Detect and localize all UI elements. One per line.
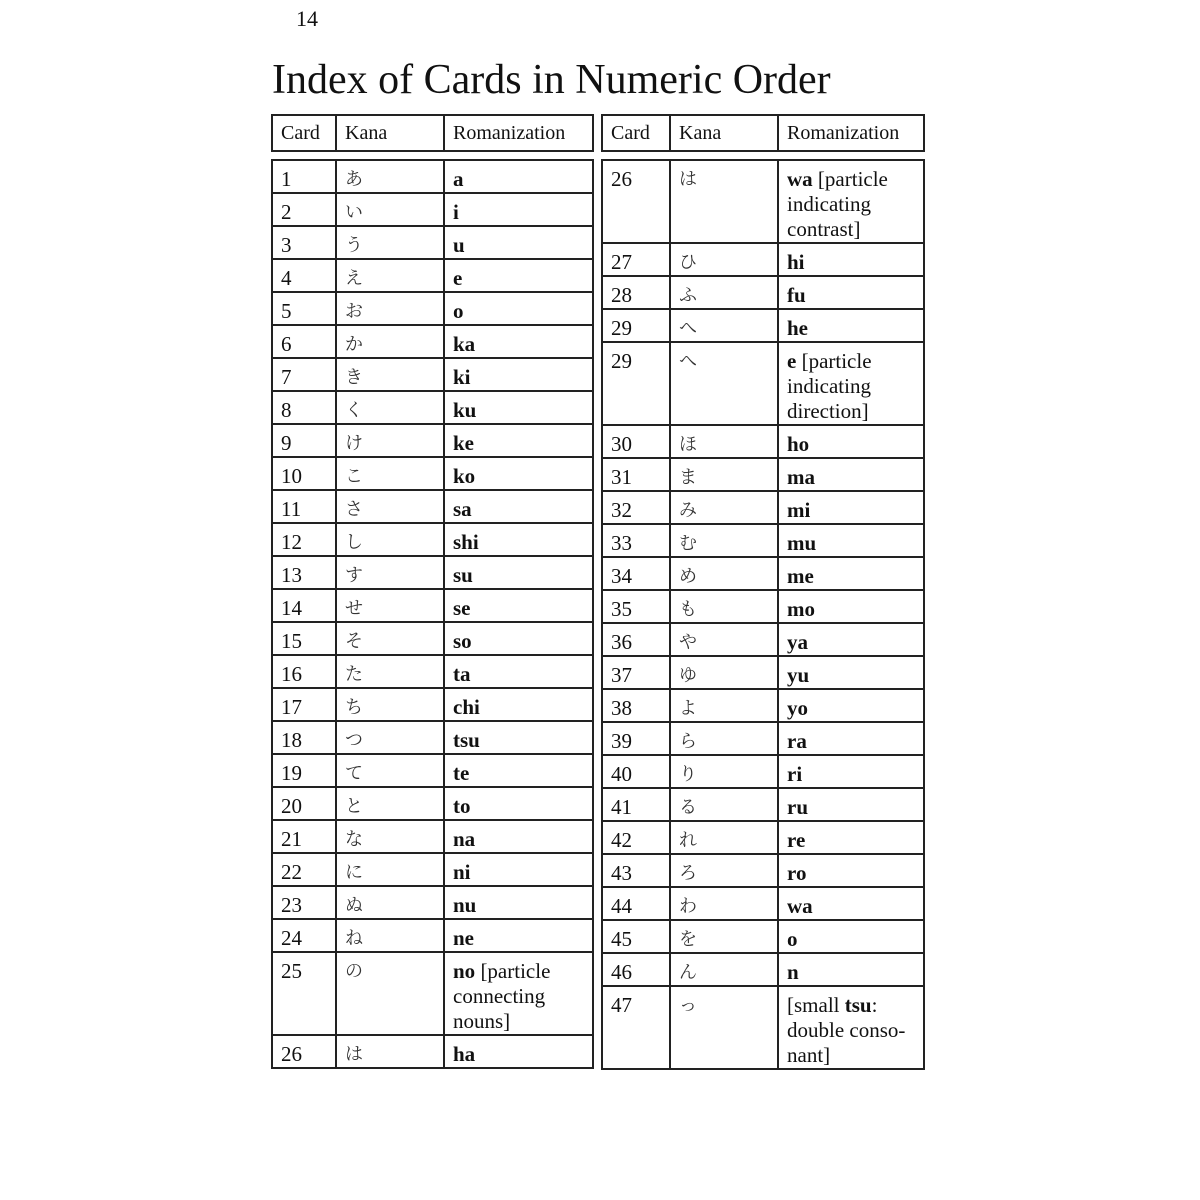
kana-cell: ん	[670, 953, 778, 986]
romanization-cell	[444, 655, 593, 688]
header-kana: Kana	[670, 115, 778, 151]
romanization-text: ya	[787, 630, 808, 654]
romanization-text: tsu	[844, 993, 872, 1017]
table-row	[602, 722, 924, 755]
romanization-text: nu	[453, 893, 477, 917]
romanization-cell	[778, 920, 924, 953]
romanization-text: mo	[787, 597, 815, 621]
card-number: 46	[602, 953, 670, 986]
romanization-text: [particle indicating direction]	[787, 349, 872, 423]
romanization-text: su	[453, 563, 473, 587]
right-table-body	[601, 159, 925, 1070]
romanization-text: ki	[453, 365, 471, 389]
kana-cell: め	[670, 557, 778, 590]
table-row	[602, 689, 924, 722]
romanization-cell	[778, 309, 924, 342]
romanization-cell	[444, 325, 593, 358]
table-row	[272, 820, 593, 853]
romanization-text: [particle indicating contrast]	[787, 167, 888, 241]
left-table-body	[271, 159, 594, 1069]
romanization-text: e	[787, 349, 797, 373]
romanization-text: se	[453, 596, 471, 620]
kana-cell: か	[336, 325, 444, 358]
kana-cell: う	[336, 226, 444, 259]
kana-cell: れ	[670, 821, 778, 854]
romanization-text: mi	[787, 498, 811, 522]
romanization-text: yo	[787, 696, 808, 720]
table-row	[602, 524, 924, 557]
table-row	[602, 755, 924, 788]
romanization-cell	[778, 755, 924, 788]
table-row	[272, 556, 593, 589]
romanization-cell	[778, 590, 924, 623]
romanization-text: ne	[453, 926, 474, 950]
romanization-text: no	[453, 959, 476, 983]
romanization-cell	[444, 1035, 593, 1068]
kana-cell: へ	[670, 342, 778, 425]
kana-cell: ぬ	[336, 886, 444, 919]
card-number: 40	[602, 755, 670, 788]
romanization-text: ka	[453, 332, 476, 356]
romanization-text: to	[453, 794, 471, 818]
romanization-cell	[778, 524, 924, 557]
romanization-text: [small	[787, 993, 845, 1017]
card-number: 42	[602, 821, 670, 854]
kana-cell: へ	[670, 309, 778, 342]
page-title: Index of Cards in Numeric Order	[272, 57, 831, 103]
romanization-text: e	[453, 266, 463, 290]
romanization-cell	[444, 193, 593, 226]
card-number: 35	[602, 590, 670, 623]
romanization-cell	[444, 556, 593, 589]
romanization-text: mu	[787, 531, 817, 555]
romanization-text: o	[453, 299, 464, 323]
romanization-cell	[444, 160, 593, 193]
header-card: Card	[602, 115, 670, 151]
romanization-text: ke	[453, 431, 474, 455]
romanization-cell	[444, 952, 593, 1035]
table-row	[272, 919, 593, 952]
romanization-text: ko	[453, 464, 476, 488]
kana-cell: ろ	[670, 854, 778, 887]
kana-cell: ね	[336, 919, 444, 952]
romanization-text: so	[453, 629, 472, 653]
romanization-cell	[778, 656, 924, 689]
table-row	[272, 160, 593, 193]
table-row	[602, 276, 924, 309]
kana-cell: ま	[670, 458, 778, 491]
table-row	[272, 622, 593, 655]
romanization-cell	[444, 787, 593, 820]
table-row	[602, 953, 924, 986]
romanization-text: ra	[787, 729, 807, 753]
card-number: 26	[602, 160, 670, 243]
header-romanization: Romanization	[444, 115, 593, 151]
romanization-cell	[778, 623, 924, 656]
table-row	[602, 243, 924, 276]
table-row	[602, 623, 924, 656]
romanization-cell	[778, 160, 924, 243]
romanization-text: ku	[453, 398, 477, 422]
card-number: 1	[272, 160, 336, 193]
romanization-text: n	[787, 960, 799, 984]
kana-cell: た	[336, 655, 444, 688]
page-number: 14	[296, 6, 318, 31]
table-row	[272, 952, 593, 1035]
card-number: 18	[272, 721, 336, 754]
kana-cell: や	[670, 623, 778, 656]
header-card: Card	[272, 115, 336, 151]
table-row	[602, 458, 924, 491]
kana-cell: き	[336, 358, 444, 391]
romanization-text: u	[453, 233, 465, 257]
table-row	[272, 457, 593, 490]
romanization-cell	[778, 491, 924, 524]
kana-cell: け	[336, 424, 444, 457]
romanization-cell	[444, 490, 593, 523]
card-number: 8	[272, 391, 336, 424]
romanization-cell	[444, 820, 593, 853]
romanization-text: hi	[787, 250, 805, 274]
kana-cell: む	[670, 524, 778, 557]
kana-cell: さ	[336, 490, 444, 523]
kana-cell: る	[670, 788, 778, 821]
romanization-cell	[778, 557, 924, 590]
table-row	[272, 688, 593, 721]
romanization-text: sa	[453, 497, 472, 521]
kana-cell: ふ	[670, 276, 778, 309]
romanization-text: ha	[453, 1042, 476, 1066]
table-row	[602, 425, 924, 458]
romanization-cell	[778, 276, 924, 309]
kana-cell: そ	[336, 622, 444, 655]
table-row	[272, 1035, 593, 1068]
romanization-cell	[778, 821, 924, 854]
romanization-cell	[444, 391, 593, 424]
romanization-text: a	[453, 167, 464, 191]
card-number: 25	[272, 952, 336, 1035]
card-number: 20	[272, 787, 336, 820]
card-number: 24	[272, 919, 336, 952]
romanization-text: ro	[787, 861, 807, 885]
right-table	[601, 114, 925, 1070]
kana-cell: は	[670, 160, 778, 243]
table-row	[272, 754, 593, 787]
kana-cell: お	[336, 292, 444, 325]
card-number: 38	[602, 689, 670, 722]
romanization-text: re	[787, 828, 806, 852]
romanization-cell	[444, 424, 593, 457]
card-number: 11	[272, 490, 336, 523]
romanization-cell	[778, 986, 924, 1069]
card-number: 15	[272, 622, 336, 655]
kana-cell: み	[670, 491, 778, 524]
header-kana: Kana	[336, 115, 444, 151]
card-number: 34	[602, 557, 670, 590]
romanization-cell	[444, 259, 593, 292]
table-row	[272, 490, 593, 523]
table-row	[602, 309, 924, 342]
romanization-text: wa	[787, 167, 813, 191]
kana-cell: の	[336, 952, 444, 1035]
romanization-text: he	[787, 316, 808, 340]
table-row	[602, 986, 924, 1069]
table-row	[272, 193, 593, 226]
card-number: 23	[272, 886, 336, 919]
kana-cell: を	[670, 920, 778, 953]
romanization-cell	[778, 458, 924, 491]
romanization-cell	[778, 425, 924, 458]
table-row	[602, 854, 924, 887]
card-number: 19	[272, 754, 336, 787]
card-number: 45	[602, 920, 670, 953]
kana-cell: ら	[670, 722, 778, 755]
card-number: 26	[272, 1035, 336, 1068]
table-row	[602, 491, 924, 524]
romanization-cell	[444, 523, 593, 556]
romanization-cell	[444, 457, 593, 490]
kana-cell: ほ	[670, 425, 778, 458]
romanization-cell	[778, 689, 924, 722]
kana-cell: り	[670, 755, 778, 788]
table-row	[602, 557, 924, 590]
table-row	[602, 821, 924, 854]
romanization-text: me	[787, 564, 814, 588]
table-row	[272, 523, 593, 556]
card-number: 7	[272, 358, 336, 391]
card-number: 6	[272, 325, 336, 358]
kana-cell: ひ	[670, 243, 778, 276]
table-row	[272, 853, 593, 886]
card-number: 16	[272, 655, 336, 688]
romanization-text: [particle connecting nouns]	[453, 959, 551, 1033]
table-row	[272, 292, 593, 325]
romanization-text: ho	[787, 432, 810, 456]
romanization-cell	[778, 243, 924, 276]
table-row	[272, 655, 593, 688]
card-number: 12	[272, 523, 336, 556]
header-romanization: Romanization	[778, 115, 924, 151]
romanization-cell	[444, 721, 593, 754]
kana-cell: に	[336, 853, 444, 886]
card-number: 36	[602, 623, 670, 656]
romanization-cell	[778, 887, 924, 920]
card-number: 10	[272, 457, 336, 490]
romanization-text: o	[787, 927, 798, 951]
kana-cell: な	[336, 820, 444, 853]
card-number: 3	[272, 226, 336, 259]
table-row	[272, 886, 593, 919]
card-number: 47	[602, 986, 670, 1069]
kana-cell: ち	[336, 688, 444, 721]
table-row	[602, 160, 924, 243]
romanization-text: ru	[787, 795, 808, 819]
kana-cell: わ	[670, 887, 778, 920]
romanization-cell	[444, 226, 593, 259]
kana-cell: ゆ	[670, 656, 778, 689]
table-row	[602, 887, 924, 920]
romanization-cell	[444, 358, 593, 391]
table-row	[272, 424, 593, 457]
card-number: 21	[272, 820, 336, 853]
card-number: 29	[602, 342, 670, 425]
romanization-text: ma	[787, 465, 815, 489]
romanization-text: fu	[787, 283, 806, 307]
card-number: 13	[272, 556, 336, 589]
table-row	[602, 788, 924, 821]
card-number: 27	[602, 243, 670, 276]
card-number: 41	[602, 788, 670, 821]
romanization-cell	[778, 788, 924, 821]
table-row	[602, 342, 924, 425]
card-number: 5	[272, 292, 336, 325]
kana-cell: つ	[336, 721, 444, 754]
romanization-text: te	[453, 761, 470, 785]
romanization-text: yu	[787, 663, 810, 687]
romanization-text: i	[453, 200, 459, 224]
romanization-cell	[444, 688, 593, 721]
romanization-text: shi	[453, 530, 479, 554]
card-number: 31	[602, 458, 670, 491]
kana-cell: は	[336, 1035, 444, 1068]
romanization-text: chi	[453, 695, 480, 719]
kana-cell: い	[336, 193, 444, 226]
card-number: 32	[602, 491, 670, 524]
card-number: 22	[272, 853, 336, 886]
left-table	[271, 114, 594, 1069]
table-row	[272, 226, 593, 259]
card-number: 4	[272, 259, 336, 292]
romanization-text: : double conso-nant]	[787, 993, 906, 1067]
romanization-cell	[444, 853, 593, 886]
kana-cell: こ	[336, 457, 444, 490]
kana-cell: く	[336, 391, 444, 424]
romanization-text: na	[453, 827, 476, 851]
card-number: 14	[272, 589, 336, 622]
romanization-text: tsu	[453, 728, 480, 752]
romanization-text: ni	[453, 860, 471, 884]
card-number: 17	[272, 688, 336, 721]
card-number: 37	[602, 656, 670, 689]
kana-cell: よ	[670, 689, 778, 722]
romanization-cell	[444, 919, 593, 952]
card-number: 39	[602, 722, 670, 755]
kana-cell: あ	[336, 160, 444, 193]
romanization-cell	[444, 589, 593, 622]
table-row	[602, 590, 924, 623]
kana-cell: せ	[336, 589, 444, 622]
table-row	[602, 656, 924, 689]
table-row	[272, 358, 593, 391]
kana-cell: っ	[670, 986, 778, 1069]
table-row	[602, 920, 924, 953]
table-row	[272, 787, 593, 820]
romanization-cell	[444, 754, 593, 787]
romanization-cell	[778, 953, 924, 986]
romanization-cell	[444, 886, 593, 919]
card-number: 44	[602, 887, 670, 920]
kana-cell: す	[336, 556, 444, 589]
card-number: 30	[602, 425, 670, 458]
card-number: 9	[272, 424, 336, 457]
kana-cell: え	[336, 259, 444, 292]
card-number: 29	[602, 309, 670, 342]
romanization-cell	[778, 854, 924, 887]
table-row	[272, 721, 593, 754]
romanization-cell	[778, 342, 924, 425]
table-row	[272, 391, 593, 424]
card-number: 2	[272, 193, 336, 226]
table-row	[272, 589, 593, 622]
kana-cell: と	[336, 787, 444, 820]
kana-cell: も	[670, 590, 778, 623]
kana-cell: し	[336, 523, 444, 556]
romanization-cell	[444, 622, 593, 655]
left-table-header	[271, 114, 594, 152]
romanization-text: ri	[787, 762, 803, 786]
romanization-cell	[444, 292, 593, 325]
right-table-header	[601, 114, 925, 152]
table-row	[272, 259, 593, 292]
romanization-text: wa	[787, 894, 813, 918]
table-row	[272, 325, 593, 358]
card-number: 28	[602, 276, 670, 309]
romanization-cell	[778, 722, 924, 755]
card-number: 43	[602, 854, 670, 887]
kana-cell: て	[336, 754, 444, 787]
card-number: 33	[602, 524, 670, 557]
romanization-text: ta	[453, 662, 471, 686]
